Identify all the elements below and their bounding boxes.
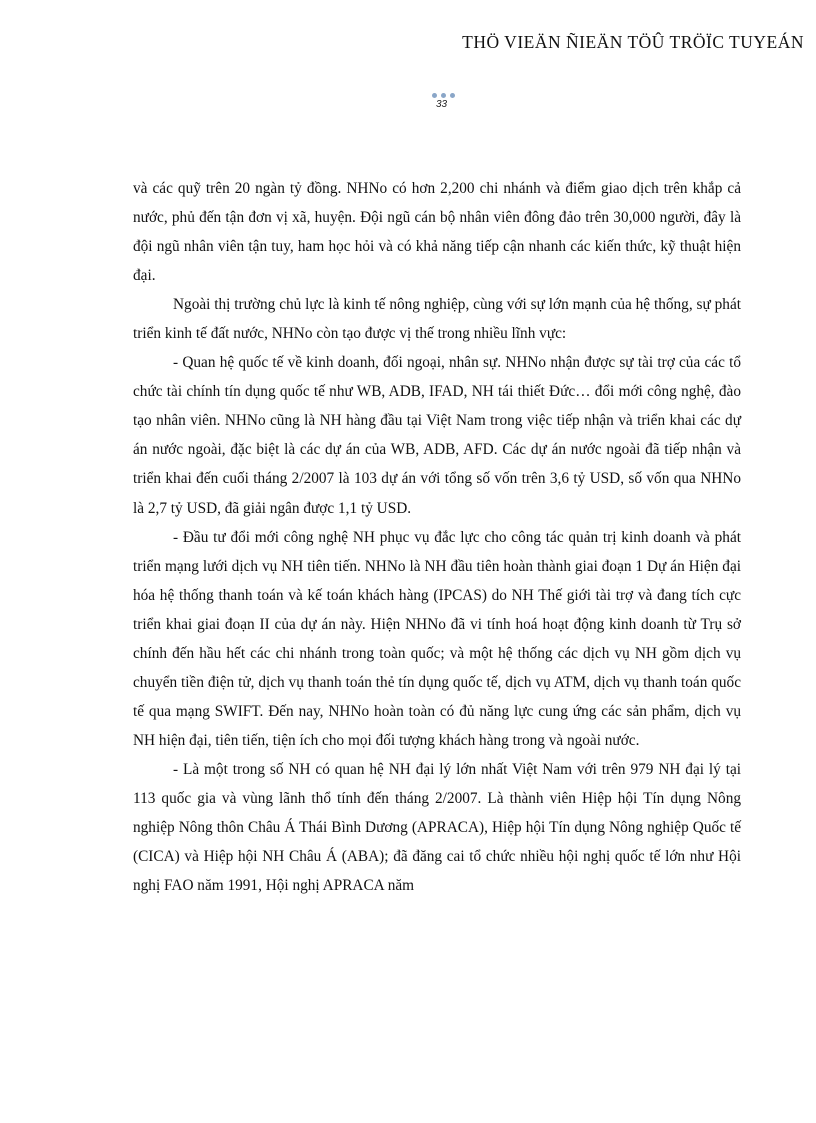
dot-icon	[450, 93, 455, 98]
paragraph-international-relations: - Quan hệ quốc tế về kinh doanh, đối ngoại, nhân sự. NHNo nhận được sự tài trợ của các tổ chức tài chính tín dụng quốc tế như WB, ADB, IFAD, NH tái thiết Đức… đổi mới công nghệ, đào tạo nhân viên. NHNo cũng là NH hàng đầu tại Việt Nam trong việc tiếp nhận và triển khai các dự án nước ngoài, đặc biệt là các dự án của WB, ADB, AFD. Các dự án nước ngoài đã tiếp nhận và triển khai đến cuối tháng 2/2007 là 103 dự án với tổng số vốn trên 3,6 tỷ USD, số vốn qua NHNo là 2,7 tỷ USD, đã giải ngân được 1,1 tỷ USD.	[133, 354, 741, 517]
paragraph-correspondent-banks: - Là một trong số NH có quan hệ NH đại lý lớn nhất Việt Nam với trên 979 NH đại lý tại 113 quốc gia và vùng lãnh thổ tính đến tháng 2/2007. Là thành viên Hiệp hội Tín dụng Nông nghiệp Nông thôn Châu Á Thái Bình Dương (APRACA), Hiệp hội Tín dụng Nông nghiệp Quốc tế (CICA) và Hiệp hội NH Châu Á (ABA); đã đăng cai tổ chức nhiều hội nghị quốc tế lớn như Hội nghị FAO năm 1991, Hội nghị APRACA năm	[133, 760, 741, 895]
dot-icon	[441, 93, 446, 98]
paragraph-market-position: Ngoài thị trường chủ lực là kinh tế nông nghiệp, cùng với sự lớn mạnh của hệ thống, sự phát triển kinh tế đất nước, NHNo còn tạo được vị thế trong nhiều lĩnh vực:	[133, 296, 741, 343]
page-number: 33	[436, 99, 448, 110]
paragraph-technology-investment: - Đầu tư đổi mới công nghệ NH phục vụ đắc lực cho công tác quản trị kinh doanh và phát triển mạng lưới dịch vụ NH tiên tiến. NHNo là NH đầu tiên hoàn thành giai đoạn 1 Dự án Hiện đại hóa hệ thống thanh toán và kế toán khách hàng (IPCAS) do NH Thế giới tài trợ và đang tích cực triển khai giai đoạn II của dự án này. Hiện NHNo đã vi tính hoá hoạt động kinh doanh từ Trụ sở chính đến hầu hết các chi nhánh trong toàn quốc; và một hệ thống các dịch vụ NH gồm dịch vụ chuyển tiền điện tử, dịch vụ thanh toán thẻ tín dụng quốc tế, dịch vụ ATM, dịch vụ thanh toán quốc tế qua mạng SWIFT. Đến nay, NHNo hoàn toàn có đủ năng lực cung ứng các sản phẩm, dịch vụ NH hiện đại, tiên tiến, tiện ích cho mọi đối tượng khách hàng trong và ngoài nước.	[133, 528, 741, 749]
library-header-title: THÖ VIEÄN ÑIEÄN TÖÛ TRÖÏC TUYEÁN	[462, 32, 804, 52]
paragraph-continuation: và các quỹ trên 20 ngàn tỷ đồng. NHNo có hơn 2,200 chi nhánh và điểm giao dịch trên khắp cả nước, phủ đến tận đơn vị xã, huyện. Đội ngũ cán bộ nhân viên đông đảo trên 30,000 người, đây là đội ngũ nhân viên tận tuy, ham học hỏi và có khả năng tiếp cận nhanh các kiến thức, kỹ thuật hiện đại.	[133, 180, 741, 285]
dot-icon	[432, 93, 437, 98]
document-body	[133, 174, 741, 900]
